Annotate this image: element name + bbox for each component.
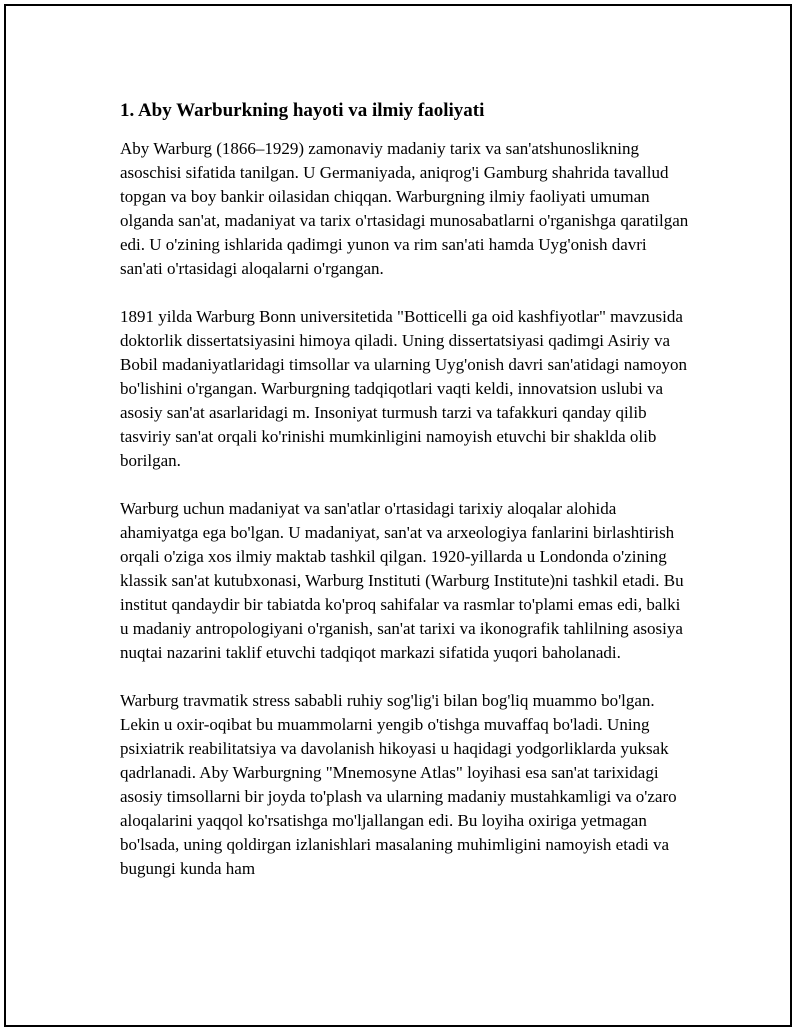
document-page bbox=[4, 4, 792, 1027]
document-body bbox=[120, 94, 690, 905]
paragraph: 1891 yilda Warburg Bonn universitetida "Botticelli ga oid kashfiyotlar" mavzusida doktorlik dissertatsiyasini himoya qiladi. Uning dissertatsiyasi qadimgi Asiriy va Bobil madaniyatlaridagi timsollar va ularning Uyg'onish davri san'atidagi namoyon bo'lishini o'rgangan. Warburgning tadqiqotlari vaqti keldi, innovatsion uslubi va asosiy san'at asarlaridagi m. Insoniyat turmush tarzi va tafakkuri qanday qilib tasviriy san'at orqali ko'rinishi mumkinligini namoyish etuvchi bir shaklda olib borilgan. bbox=[120, 307, 688, 470]
paragraph: Aby Warburg (1866–1929) zamonaviy madaniy tarix va san'atshunoslikning asoschisi sifatida tanilgan. U Germaniyada, aniqrog'i Gamburg shahrida tavallud topgan va boy bankir oilasidan chiqqan. Warburgning ilmiy faoliyati umuman olganda san'at, madaniyat va tarix o'rtasidagi munosabatlarni o'rganishga qaratilgan edi. U o'zining ishlarida qadimgi yunon va rim san'ati hamda Uyg'onish davri san'ati o'rtasidagi aloqalarni o'rgangan. bbox=[120, 139, 689, 278]
section-heading: 1. Aby Warburkning hayoti va ilmiy faoliyati bbox=[120, 100, 485, 121]
paragraph: Warburg travmatik stress sababli ruhiy sog'lig'i bilan bog'liq muammo bo'lgan. Lekin u oxir-oqibat bu muammolarni yengib o'tishga muvaffaq bo'ladi. Uning psixiatrik reabilitatsiya va davolanish hikoyasi u haqidagi yodgorliklarda yuksak qadrlanadi. Aby Warburgning "Mnemosyne Atlas" loyihasi esa san'at tarixidagi asosiy timsollarni bir joyda to'plash va ularning madaniy mustahkamligi va o'zaro aloqalarini yaqqol ko'rsatishga mo'ljallangan edi. Bu loyiha oxiriga yetmagan bo'lsada, uning qoldirgan izlanishlari masalaning muhimligini namoyish etadi va bugungi kunda ham bbox=[120, 691, 677, 878]
paragraph: Warburg uchun madaniyat va san'atlar o'rtasidagi tarixiy aloqalar alohida ahamiyatga ega bo'lgan. U madaniyat, san'at va arxeologiya fanlarini birlashtirish orqali o'ziga xos ilmiy maktab tashkil qilgan. 1920-yillarda u Londonda o'zining klassik san'at kutubxonasi, Warburg Instituti (Warburg Institute)ni tashkil etadi. Bu institut qandaydir bir tabiatda ko'proq sahifalar va rasmlar to'plami emas edi, balki u madaniy antropologiyani o'rganish, san'at tarixi va ikonografik tahlilning asosiya nuqtai nazarini taklif etuvchi tadqiqot markazi sifatida yuqori baholanadi. bbox=[120, 499, 684, 662]
